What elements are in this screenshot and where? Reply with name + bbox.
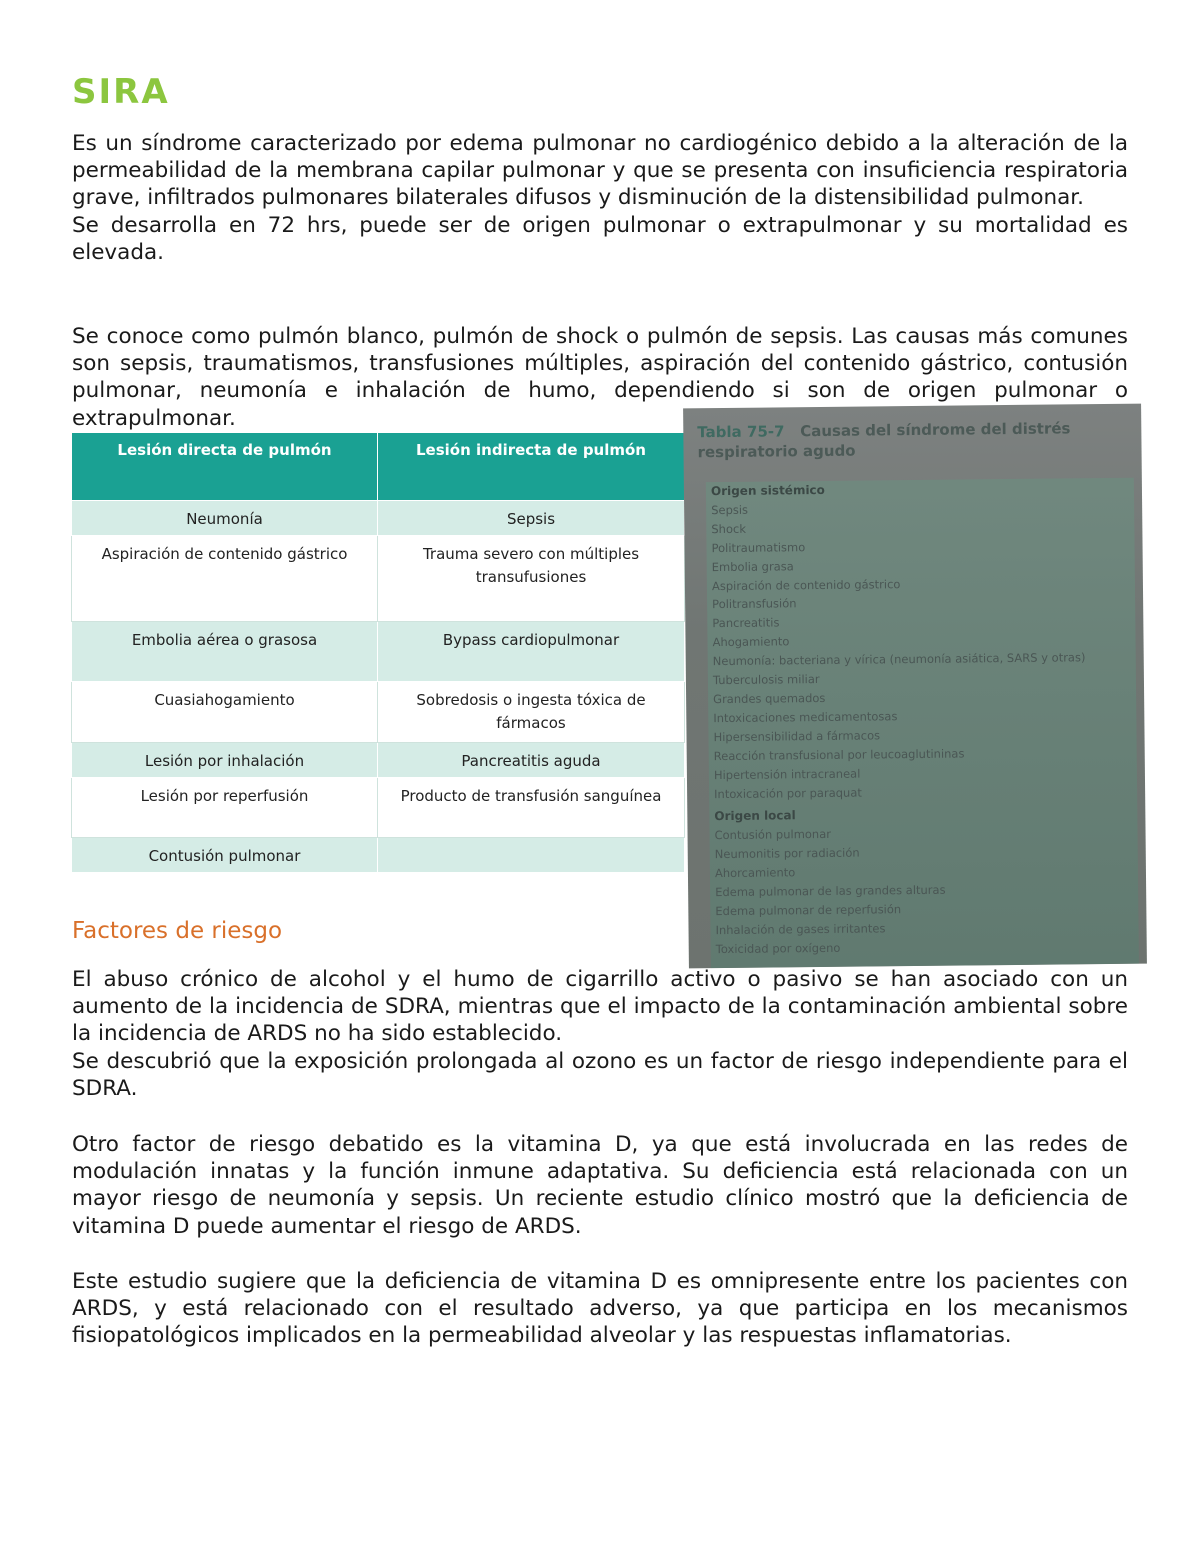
photo-cause-list: [711, 478, 1136, 959]
page-title: SIRA: [72, 72, 170, 112]
conclusion-text: [72, 1268, 1128, 1350]
photo-table-number: Tabla 75-7: [697, 422, 785, 442]
table-header-row: [72, 433, 685, 501]
photo-list-item: Neumonía: bacteriana y vírica (neumonía asiática, SARS y otras): [712, 650, 1086, 669]
photo-table-caption: Causas del síndrome del distrés respiratorio agudo: [697, 419, 1071, 462]
table-row: [72, 622, 685, 682]
photo-list-item: Edema pulmonar de las grandes alturas: [715, 882, 946, 900]
table-row: [72, 778, 685, 838]
photo-list-item: Hipersensibilidad a fármacos: [713, 728, 881, 744]
table-cell: Embolia aérea o grasosa: [72, 622, 378, 682]
vitamin-d-paragraph: Otro factor de riesgo debatido es la vitamina D, ya que está involucrada en las redes de modulación innatas y la función inmune adaptativa. Su deficiencia está relacionada con un mayor riesgo de neumonía y sepsis. Un reciente estudio clínico mostró que la deficiencia de vitamina D puede aumentar el riesgo de ARDS.: [72, 1132, 1128, 1239]
photo-list-item: Politraumatismo: [711, 539, 806, 555]
table-header-cell: Lesión directa de pulmón: [72, 433, 378, 501]
conclusion-paragraph: Este estudio sugiere que la deficiencia de vitamina D es omnipresente entre los pacientes con ARDS, y está relacionado con el resultado adverso, ya que participa en los mecanismos fisiopatológicos implicados en la permeabilidad alveolar y las respuestas inflamatorias.: [72, 1269, 1128, 1349]
table-row: [72, 536, 685, 622]
photo-list-item: Sepsis: [711, 502, 749, 518]
intro-text: [72, 130, 1128, 266]
photo-section-heading: Origen sistémico: [710, 482, 825, 499]
photo-list-item: Intoxicaciones medicamentosas: [713, 709, 898, 725]
photo-table-title: [697, 418, 1127, 463]
photo-section-heading: Origen local: [714, 808, 796, 824]
risk-heading: Factores de riesgo: [72, 918, 283, 944]
intro-paragraph: Es un síndrome caracterizado por edema pulmonar no cardiogénico debido a la alteración de la permeabilidad de la membrana capilar pulmonar y que se presenta con insuficiencia respiratoria grave, infiltrados pulmonares bilaterales difusos y disminución de la distensibilidad pulmonar.: [72, 131, 1128, 211]
photo-list-item: Neumonitis por radiación: [714, 845, 860, 862]
table-cell: Trauma severo con múltiples transufusiones: [378, 536, 685, 622]
photo-list-item: Pancreatitis: [712, 615, 780, 631]
photo-list-item: Politransfusión: [712, 596, 797, 612]
photo-list-item: Inhalación de gases irritantes: [715, 921, 886, 937]
intro-paragraph: Se desarrolla en 72 hrs, puede ser de origen pulmonar o extrapulmonar y su mortalidad es elevada.: [72, 212, 1128, 265]
table-cell: Sobredosis o ingesta tóxica de fármacos: [378, 682, 685, 743]
photo-list-item: Tuberculosis miliar: [712, 672, 820, 688]
photo-list-item: Contusión pulmonar: [714, 827, 832, 843]
table-cell: Bypass cardiopulmonar: [378, 622, 685, 682]
vitamin-d-text: [72, 1131, 1128, 1240]
table-cell: [378, 838, 685, 873]
photo-list-item: Ahorcamiento: [714, 865, 796, 881]
photo-list-item: Embolia grasa: [711, 558, 794, 574]
photo-list-item: Shock: [711, 521, 747, 536]
photo-list-item: Aspiración de contenido gástrico: [711, 576, 901, 593]
risk-text: [72, 966, 1128, 1102]
table-row: [72, 501, 685, 536]
photo-list-item: Toxicidad por oxígeno: [715, 940, 841, 956]
table-row: [72, 838, 685, 873]
table-row: [72, 682, 685, 743]
causes-paragraph: Se conoce como pulmón blanco, pulmón de shock o pulmón de sepsis. Las causas más comunes son sepsis, traumatismos, transfusiones múltiples, aspiración del contenido gástrico, contusión pulmonar, neumonía e inhalación de humo, dependiendo si son de origen pulmonar o extrapulmonar.: [72, 324, 1128, 431]
table-header-cell: Lesión indirecta de pulmón: [378, 433, 685, 501]
table-cell: Aspiración de contenido gástrico: [72, 536, 378, 622]
lesion-table: [71, 432, 685, 873]
photo-list-item: Ahogamiento: [712, 634, 790, 650]
table-cell: Contusión pulmonar: [72, 838, 378, 873]
photo-list-item: Edema pulmonar de reperfusión: [715, 902, 902, 919]
table-cell: Cuasiahogamiento: [72, 682, 378, 743]
table-cell: Pancreatitis aguda: [378, 743, 685, 778]
table-cell: Neumonía: [72, 501, 378, 536]
photo-list-item: Intoxicación por paraquat: [714, 785, 862, 801]
photo-list-item: Grandes quemados: [713, 690, 826, 707]
table-cell: Lesión por reperfusión: [72, 778, 378, 838]
photo-list-item: Hipertensión intracraneal: [713, 766, 861, 782]
photo-list-item: Reacción transfusional por leucoaglutininas: [713, 746, 965, 763]
textbook-table-photo: [683, 404, 1147, 969]
risk-paragraph: Se descubrió que la exposición prolongada al ozono es un factor de riesgo independiente para el SDRA.: [72, 1048, 1128, 1101]
table-cell: Sepsis: [378, 501, 685, 536]
risk-paragraph: El abuso crónico de alcohol y el humo de cigarrillo activo o pasivo se han asociado con un aumento de la incidencia de SDRA, mientras que el impacto de la contaminación ambiental sobre la incidencia de ARDS no ha sido establecido.: [72, 967, 1128, 1047]
table-row: [72, 743, 685, 778]
table-cell: Producto de transfusión sanguínea: [378, 778, 685, 838]
table-cell: Lesión por inhalación: [72, 743, 378, 778]
